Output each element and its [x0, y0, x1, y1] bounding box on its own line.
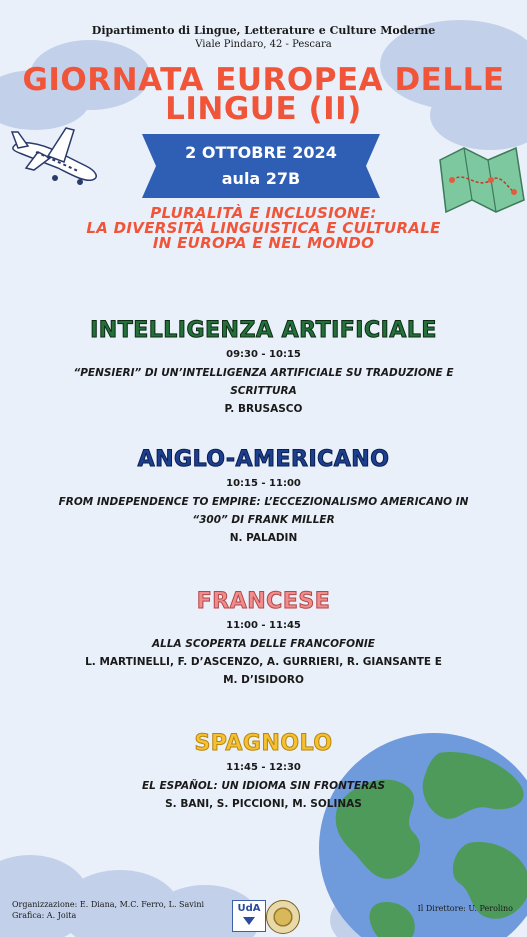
uda-logo-shield-icon — [243, 917, 255, 925]
session-time: 10:15 - 11:00 — [226, 478, 301, 489]
session-speaker: S. BANI, S. PICCIONI, M. SOLINAS — [165, 798, 362, 810]
header — [0, 24, 527, 52]
session-title: SPAGNOLO — [194, 731, 333, 756]
subtitle-line-2: LA DIVERSITÀ LINGUISTICA E CULTURALE — [86, 219, 441, 237]
graphics-credit: Grafica: A. Joita — [12, 911, 77, 920]
session-talk-line-2: “300” DI FRANK MILLER — [192, 514, 335, 526]
subtitle-line-3: IN EUROPA E NEL MONDO — [152, 234, 375, 252]
session-speaker: N. PALADIN — [229, 532, 298, 544]
page-title — [0, 62, 527, 127]
date-banner-text — [142, 140, 380, 192]
department-name: Dipartimento di Lingue, Letterature e Culture Moderne — [91, 24, 436, 37]
session-talk: ALLA SCOPERTA DELLE FRANCOFONIE — [152, 638, 375, 650]
organization-credit: Organizzazione: E. Diana, M.C. Ferro, L. Savini — [12, 900, 205, 909]
session-title: FRANCESE — [196, 589, 331, 614]
footer-credits — [12, 899, 204, 921]
subtitle — [0, 206, 527, 251]
session-title: INTELLIGENZA ARTIFICIALE — [90, 318, 437, 343]
uda-logo-text: UdA — [237, 903, 261, 914]
session-title: ANGLO-AMERICANO — [137, 447, 390, 472]
event-date: 2 OTTOBRE 2024 — [185, 143, 337, 162]
session-talk: EL ESPAÑOL: UN IDIOMA SIN FRONTERAS — [141, 780, 386, 792]
session-anglo-americano — [0, 447, 527, 547]
title-line-2: LINGUE (II) — [165, 91, 362, 127]
session-talk-line-1: FROM INDEPENDENCE TO EMPIRE: L’ECCEZIONALISMO AMERICANO IN — [58, 496, 469, 508]
session-talk: “PENSIERI” DI UN’INTELLIGENZA ARTIFICIALE SU TRADUZIONE E SCRITTURA — [73, 367, 454, 397]
session-intelligenza-artificiale — [0, 318, 527, 418]
session-speaker: P. BRUSASCO — [224, 403, 303, 415]
session-time: 11:00 - 11:45 — [226, 620, 301, 631]
uda-logo — [232, 900, 266, 932]
session-time: 09:30 - 10:15 — [226, 349, 301, 360]
session-time: 11:45 - 12:30 — [226, 762, 301, 773]
event-room: aula 27B — [221, 169, 301, 188]
session-spagnolo — [0, 731, 527, 813]
title-line-1: GIORNATA EUROPEA DELLE — [22, 62, 505, 98]
session-speaker-line-2: M. D’ISIDORO — [223, 674, 304, 686]
director-credit: Il Direttore: U. Perolino — [417, 904, 513, 913]
department-address: Viale Pindaro, 42 - Pescara — [195, 39, 332, 50]
session-speaker-line-1: L. MARTINELLI, F. D’ASCENZO, A. GURRIERI, R. GIANSANTE E — [85, 656, 442, 668]
session-francese — [0, 589, 527, 689]
subtitle-line-1: PLURALITÀ E INCLUSIONE: — [150, 204, 377, 222]
university-seal-icon — [266, 900, 300, 934]
